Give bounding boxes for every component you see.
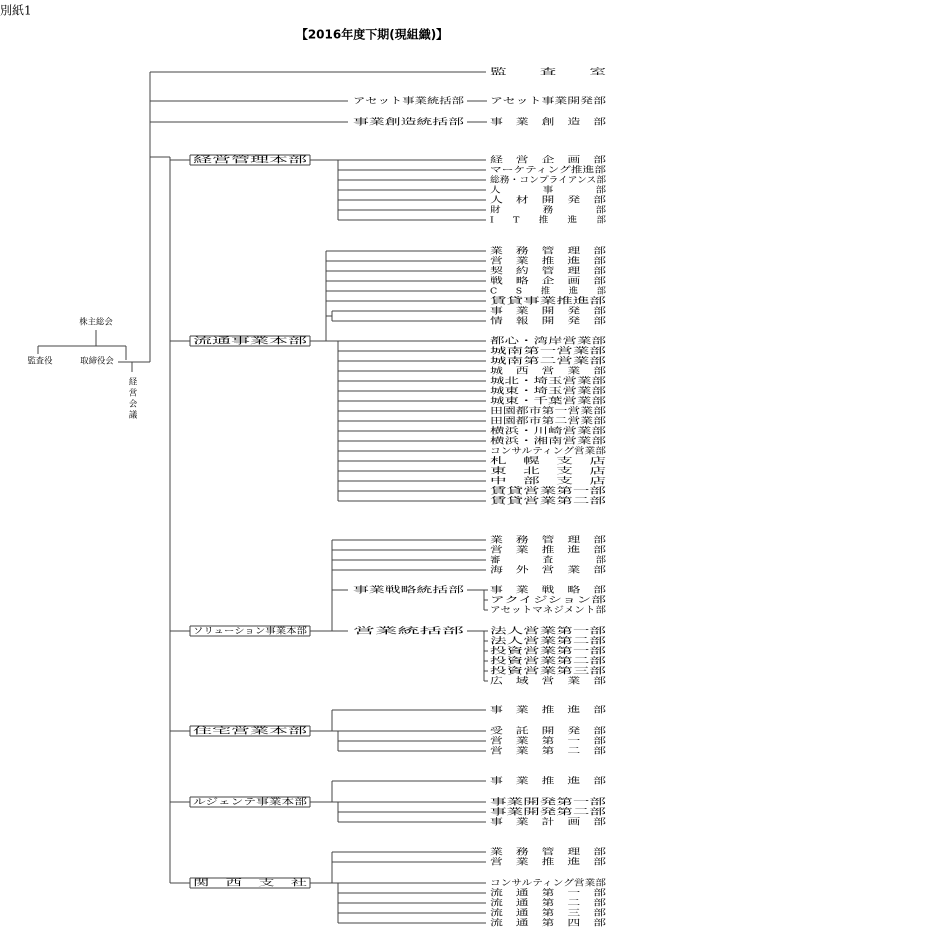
dept-distribution-sales: 札 幌 支 店 [490, 455, 608, 466]
management-council-char: 経 [128, 376, 138, 387]
dept-distribution-sales: 都心・湾岸営業部 [490, 335, 608, 346]
labels [0, 3, 607, 928]
dept-distribution-sales: 東 北 支 店 [490, 465, 608, 476]
attachment-label: 別紙1 [0, 3, 32, 18]
dept-rejente-promotion: 事 業 推 進 部 [490, 775, 607, 786]
dept-distribution-sales: 中 部 支 店 [490, 475, 608, 486]
dept-distribution-sales: コンサルティング営業部 [490, 445, 607, 456]
board-of-directors-box: 取締役会 [80, 355, 114, 366]
dept-distribution-sales: 城南第二営業部 [490, 355, 608, 366]
dept-sales: 投資営業第一部 [490, 645, 608, 656]
dept-sales: 広 域 営 業 部 [490, 675, 607, 686]
division-kansai-branch: 関 西 支 社 [193, 877, 309, 888]
dept-management-admin: 人 材 開 発 部 [490, 194, 607, 205]
shareholders-meeting-box: 株主総会 [79, 316, 113, 327]
dept-kansai-sales: 流 通 第 一 部 [490, 887, 607, 898]
dept-distribution-staff: 事 業 開 発 部 [490, 305, 607, 316]
dept-management-admin: 財 務 部 [490, 204, 607, 215]
management-council-char: 議 [128, 409, 138, 420]
dept-distribution-staff: C S 推 進 部 [490, 285, 607, 296]
dept-distribution-sales: 城南第一営業部 [490, 345, 608, 356]
dept-housing-sales: 受 託 開 発 部 [490, 725, 607, 736]
dept-sales: 法人営業第一部 [490, 625, 608, 636]
connector-lines [38, 72, 488, 923]
dept-management-admin: 人 事 部 [490, 184, 607, 195]
dept-management-admin: 総務・コンプライアンス部 [490, 174, 607, 185]
dept-distribution-sales: 城東・埼玉営業部 [490, 385, 608, 396]
dept-kansai-sales: 流 通 第 四 部 [490, 917, 607, 928]
dept-rejente-business: 事業開発第一部 [490, 796, 608, 807]
dept-distribution-staff: 賃貸事業推進部 [490, 295, 608, 306]
dept-distribution-sales: 横浜・川崎営業部 [490, 425, 608, 436]
dept-distribution-staff: 業 務 管 理 部 [490, 245, 607, 256]
asset-business-dev-dept: アセット事業開発部 [490, 95, 607, 106]
dept-rejente-business: 事業開発第二部 [490, 806, 608, 817]
dept-sales: 法人営業第二部 [490, 635, 608, 646]
dept-sales: 投資営業第三部 [490, 665, 608, 676]
dept-distribution-sales: 賃貸営業第二部 [490, 495, 608, 506]
auditor-box: 監査役 [27, 355, 53, 366]
sales-hq: 営業統括部 [353, 625, 466, 636]
dept-housing-sales: 営 業 第 二 部 [490, 745, 607, 756]
dept-management-admin: I T 推 進 部 [490, 214, 607, 225]
division-housing-sales: 住宅営業本部 [193, 725, 309, 736]
dept-kansai-staff: 業 務 管 理 部 [490, 846, 607, 857]
dept-kansai-staff: 営 業 推 進 部 [490, 856, 607, 867]
asset-business-hq: アセット事業統括部 [353, 95, 465, 106]
dept-kansai-sales: 流 通 第 二 部 [490, 897, 607, 908]
management-council-char: 営 [128, 387, 138, 398]
dept-sales: 投資営業第二部 [490, 655, 608, 666]
dept-distribution-staff: 契 約 管 理 部 [490, 265, 607, 276]
business-strategy-hq: 事業戦略統括部 [353, 584, 466, 595]
division-management-admin: 経営管理本部 [193, 154, 309, 165]
dept-distribution-sales: 賃貸営業第一部 [490, 485, 608, 496]
dept-management-admin: マーケティング推進部 [490, 164, 607, 175]
dept-housing-promotion: 事 業 推 進 部 [490, 704, 607, 715]
audit-office: 監 査 室 [490, 66, 606, 77]
dept-strategy: 事 業 戦 略 部 [490, 584, 607, 595]
dept-distribution-staff: 戦 略 企 画 部 [490, 275, 607, 286]
business-creation-dept: 事 業 創 造 部 [490, 116, 607, 127]
dept-management-admin: 経 営 企 画 部 [490, 154, 607, 165]
dept-distribution-staff: 営 業 推 進 部 [490, 255, 607, 266]
dept-distribution-sales: 城北・埼玉営業部 [490, 375, 608, 386]
dept-distribution-staff: 情 報 開 発 部 [490, 315, 607, 326]
dept-distribution-sales: 田園都市第二営業部 [490, 415, 607, 426]
dept-rejente-business: 事 業 計 画 部 [490, 816, 607, 827]
chart-title: 【2016年度下期(現組織)】 [295, 27, 449, 42]
dept-distribution-sales: 田園都市第一営業部 [490, 405, 607, 416]
dept-housing-sales: 営 業 第 一 部 [490, 735, 607, 746]
dept-distribution-sales: 横浜・湘南営業部 [490, 435, 608, 446]
management-council-char: 会 [128, 398, 138, 409]
dept-distribution-sales: 城 西 営 業 部 [490, 365, 607, 376]
dept-kansai-sales: 流 通 第 三 部 [490, 907, 607, 918]
dept-solution-staff: 海 外 営 業 部 [490, 564, 607, 575]
division-rejente: ルジェンテ事業本部 [193, 796, 308, 807]
business-creation-hq: 事業創造統括部 [353, 116, 466, 127]
dept-kansai-sales: コンサルティング営業部 [490, 877, 607, 888]
dept-strategy: アセットマネジメント部 [490, 604, 607, 615]
division-distribution: 流通事業本部 [193, 335, 309, 346]
dept-strategy: アクイジション部 [490, 594, 608, 605]
dept-solution-staff: 業 務 管 理 部 [490, 534, 607, 545]
dept-distribution-sales: 城東・千葉営業部 [490, 395, 608, 406]
division-solution: ソリューション事業本部 [193, 625, 308, 636]
dept-solution-staff: 審 査 部 [490, 554, 607, 565]
dept-solution-staff: 営 業 推 進 部 [490, 544, 607, 555]
